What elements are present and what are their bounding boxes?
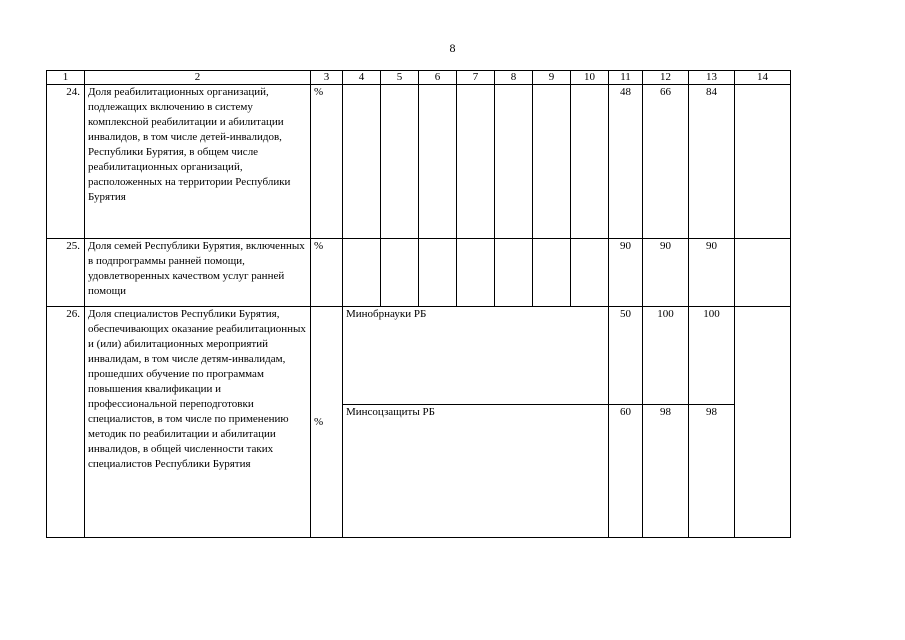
empty-cell	[381, 85, 419, 239]
empty-cell	[735, 307, 791, 538]
column-header: 14	[735, 71, 791, 85]
value-cell: 100	[689, 307, 735, 405]
unit-cell: %	[311, 307, 343, 538]
column-header: 2	[85, 71, 311, 85]
indicator-name: Доля специалистов Республики Бурятия, обеспечивающих оказание реабилитационных и (или) абилитационных мероприятий инвалидам, в том числе детям-инвалидам, прошедших обучение по программам повышения квалификации и профессиональной переподготовки специалистов, в том числе по применению методик по реабилитации и абилитации инвалидов, в общей численности таких специалистов Республики Бурятия	[85, 307, 311, 538]
empty-cell	[419, 85, 457, 239]
value-cell: 66	[643, 85, 689, 239]
column-header: 7	[457, 71, 495, 85]
column-header: 12	[643, 71, 689, 85]
value-cell: 90	[689, 239, 735, 307]
header-row	[47, 71, 791, 85]
responsible-org: Минсоцзащиты РБ	[343, 405, 609, 538]
empty-cell	[419, 239, 457, 307]
empty-cell	[735, 239, 791, 307]
empty-cell	[495, 239, 533, 307]
table-row	[47, 239, 791, 307]
column-header: 3	[311, 71, 343, 85]
value-cell: 60	[609, 405, 643, 538]
column-header: 1	[47, 71, 85, 85]
row-number: 26.	[47, 307, 85, 538]
unit-cell: %	[311, 85, 343, 239]
value-cell: 100	[643, 307, 689, 405]
empty-cell	[533, 239, 571, 307]
indicator-name: Доля реабилитационных организаций, подлежащих включению в систему комплексной реабилитации и абилитации инвалидов, в том числе детей-инвалидов, Республики Бурятия, в общем числе реабилитационных организаций, расположенных на территории Республики Бурятия	[85, 85, 311, 239]
column-header: 4	[343, 71, 381, 85]
empty-cell	[343, 239, 381, 307]
column-header: 11	[609, 71, 643, 85]
empty-cell	[495, 85, 533, 239]
empty-cell	[457, 239, 495, 307]
table-row	[47, 85, 791, 239]
column-header: 13	[689, 71, 735, 85]
column-header: 10	[571, 71, 609, 85]
empty-cell	[571, 85, 609, 239]
empty-cell	[533, 85, 571, 239]
unit-cell: %	[311, 239, 343, 307]
column-header: 9	[533, 71, 571, 85]
value-cell: 84	[689, 85, 735, 239]
column-header: 8	[495, 71, 533, 85]
row-number: 24.	[47, 85, 85, 239]
empty-cell	[735, 85, 791, 239]
indicator-name: Доля семей Республики Бурятия, включенных в подпрограммы ранней помощи, удовлетворенных качеством услуг ранней помощи	[85, 239, 311, 307]
empty-cell	[457, 85, 495, 239]
page-number: 8	[449, 41, 456, 55]
value-cell: 98	[643, 405, 689, 538]
row-number: 25.	[47, 239, 85, 307]
value-cell: 98	[689, 405, 735, 538]
responsible-org: Минобрнауки РБ	[343, 307, 609, 405]
column-header: 6	[419, 71, 457, 85]
empty-cell	[571, 239, 609, 307]
table-row	[47, 307, 791, 405]
value-cell: 90	[609, 239, 643, 307]
column-header: 5	[381, 71, 419, 85]
indicators-table	[46, 70, 791, 538]
empty-cell	[381, 239, 419, 307]
value-cell: 48	[609, 85, 643, 239]
value-cell: 50	[609, 307, 643, 405]
empty-cell	[343, 85, 381, 239]
value-cell: 90	[643, 239, 689, 307]
